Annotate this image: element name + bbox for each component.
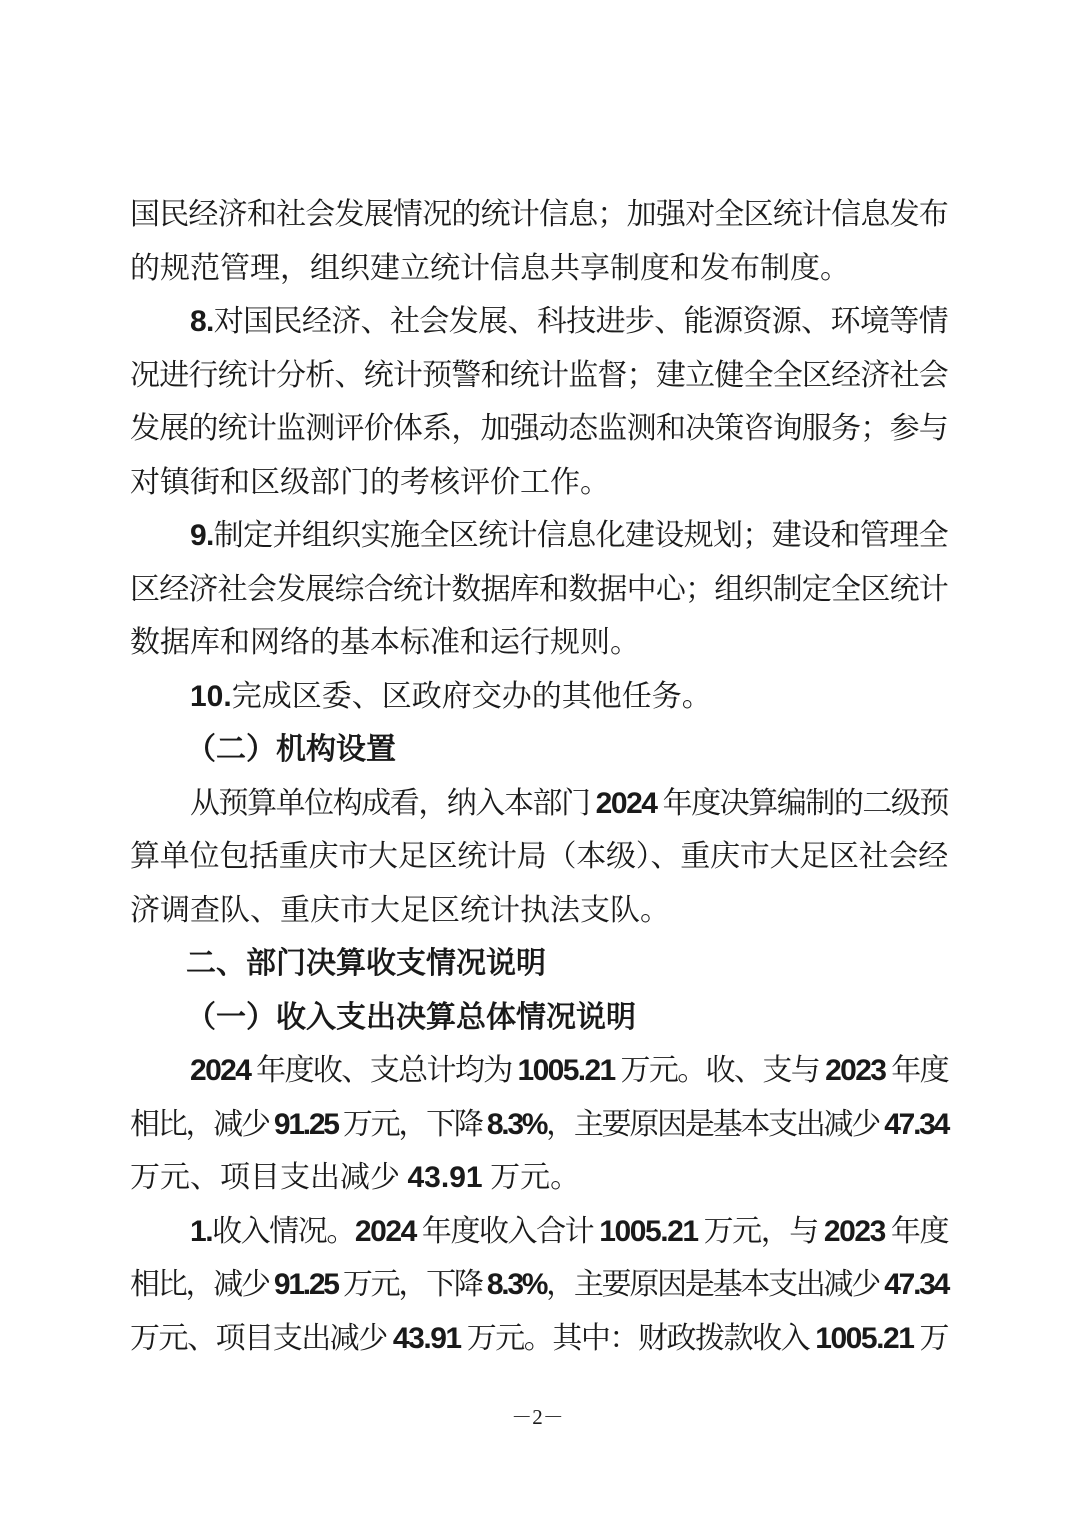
body-text-line <box>130 509 948 563</box>
line-text: 国民经济和社会发展情况的统计信息；加强对全区统计信息发布 <box>130 198 948 231</box>
body-text-line <box>130 1312 948 1366</box>
body-text-line <box>130 830 948 884</box>
numeric-value: 8.3% <box>486 1268 547 1301</box>
numeric-value: 43.91 <box>392 1321 461 1355</box>
body-text-line <box>130 295 948 349</box>
numeric-value: 47.34 <box>884 1107 949 1141</box>
numeric-value: 47.34 <box>884 1268 949 1301</box>
body-text-line <box>130 563 948 617</box>
line-text: 的规范管理，组织建立统计信息共享制度和发布制度。 <box>130 251 850 285</box>
line-text: 况进行统计分析、统计预警和统计监督；建立健全全区经济社会 <box>130 358 948 392</box>
line-text: 二、部门决算收支情况说明 <box>186 947 546 980</box>
line-text: 发展的统计监测评价体系，加强动态监测和决策咨询服务；参与 <box>130 412 948 445</box>
numeric-value: 2024 <box>190 1054 251 1087</box>
body-text-line <box>130 349 948 403</box>
line-text: 区经济社会发展综合统计数据库和数据中心；组织制定全区统计 <box>130 572 948 606</box>
numeric-value: 8. <box>190 305 214 338</box>
body-text-line <box>130 670 948 724</box>
body-text-line <box>130 1205 948 1259</box>
line-text: 相比，减少 91.25 万元，下降 8.3%，主要原因是基本支出减少 47.34 <box>130 1107 949 1141</box>
line-text: 8.对国民经济、社会发展、科技进步、能源资源、环境等情 <box>190 305 948 338</box>
numeric-value: 2023 <box>825 1054 886 1087</box>
line-text: 数据库和网络的基本标准和运行规则。 <box>130 626 640 659</box>
numeric-value: 1005.21 <box>517 1054 615 1087</box>
numeric-value: 2023 <box>823 1214 885 1248</box>
line-text: 10.完成区委、区政府交办的其他任务。 <box>190 679 712 713</box>
line-text: 算单位包括重庆市大足区统计局（本级）、重庆市大足区社会经 <box>130 840 948 873</box>
line-text: 对镇街和区级部门的考核评价工作。 <box>130 465 610 499</box>
numeric-value: 9. <box>190 519 214 552</box>
body-text-line <box>130 188 948 242</box>
numeric-value: 1. <box>190 1214 213 1248</box>
line-text: 万元、项目支出减少 43.91 万元。其中：财政拨款收入 1005.21 万 <box>130 1321 949 1355</box>
numeric-value: 43.91 <box>407 1161 483 1194</box>
body-text-line <box>130 456 948 510</box>
numeric-value: 1005.21 <box>815 1321 914 1355</box>
numeric-value: 10. <box>190 679 232 713</box>
line-text: （二）机构设置 <box>186 733 396 766</box>
line-text: 从预算单位构成看，纳入本部门 2024 年度决算编制的二级预 <box>190 786 948 820</box>
page-number: －2－ <box>511 1405 564 1429</box>
subsection-heading <box>130 991 948 1045</box>
line-text: 1.收入情况。2024 年度收入合计 1005.21 万元，与 2023 年度 <box>190 1214 948 1248</box>
line-text: 万元、项目支出减少 43.91 万元。 <box>130 1161 581 1194</box>
numeric-value: 1005.21 <box>599 1214 698 1248</box>
body-text-line <box>130 1258 948 1312</box>
numeric-value: 8.3% <box>486 1107 547 1141</box>
line-text: （一）收入支出决算总体情况说明 <box>186 1000 636 1034</box>
numeric-value: 2024 <box>354 1214 416 1248</box>
body-text-line <box>130 402 948 456</box>
line-text: 济调查队、重庆市大足区统计执法支队。 <box>130 893 670 927</box>
line-text: 9.制定并组织实施全区统计信息化建设规划；建设和管理全 <box>190 519 948 552</box>
body-text-line <box>130 1151 948 1205</box>
body-text-line <box>130 1098 948 1152</box>
line-text: 2024 年度收、支总计均为 1005.21 万元。收、支与 2023 年度 <box>190 1054 949 1087</box>
line-text: 相比，减少 91.25 万元，下降 8.3%，主要原因是基本支出减少 47.34 <box>130 1268 949 1301</box>
document-body <box>130 188 948 1365</box>
numeric-value: 2024 <box>595 786 657 820</box>
body-text-line <box>130 616 948 670</box>
section-heading <box>130 937 948 991</box>
numeric-value: 91.25 <box>273 1107 338 1141</box>
body-text-line <box>130 777 948 831</box>
body-text-line <box>130 1044 948 1098</box>
body-text-line <box>130 884 948 938</box>
body-text-line <box>130 242 948 296</box>
numeric-value: 91.25 <box>273 1268 338 1301</box>
subsection-heading <box>130 723 948 777</box>
